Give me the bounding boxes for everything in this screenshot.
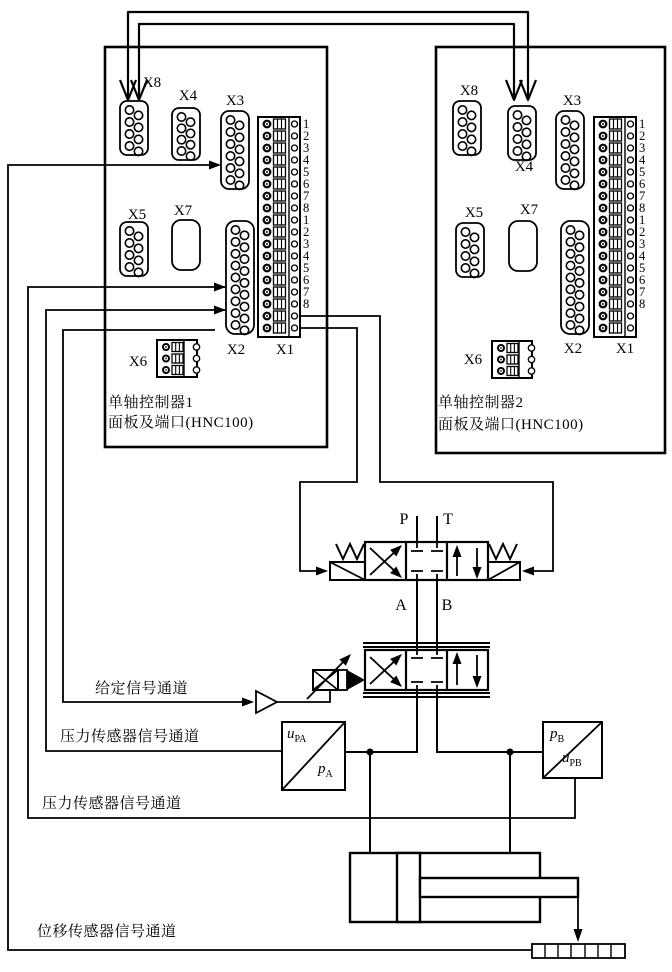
port-label-x1-left: X1 <box>275 342 295 358</box>
sensor-label-pb: $p_B$ <box>550 726 565 745</box>
terminal-number: 5 <box>639 164 646 179</box>
terminal-number: 6 <box>639 272 646 287</box>
terminal-number: 7 <box>639 188 646 203</box>
terminal-number: 3 <box>303 140 310 155</box>
port-label-x4-left: X4 <box>178 88 198 104</box>
terminal-number: 8 <box>639 296 646 311</box>
piston-rod <box>420 878 578 897</box>
terminal-number: 7 <box>639 284 646 299</box>
terminal-number: 1 <box>639 212 646 227</box>
controller1-connectors <box>120 101 300 377</box>
terminal-number: 2 <box>303 224 310 239</box>
pressure-a-channel-label: 压力传感器信号通道 <box>60 729 200 745</box>
terminal-number: 4 <box>639 248 646 263</box>
piston <box>397 853 420 922</box>
terminal-number: 7 <box>303 284 310 299</box>
port-label-x7-left: X7 <box>173 203 193 219</box>
solenoid-a-wire <box>300 328 357 571</box>
port-label-x5-left: X5 <box>127 207 147 223</box>
terminal-number: 1 <box>303 116 310 131</box>
terminal-number: 8 <box>303 296 310 311</box>
port-label-x8-left: X8 <box>142 75 162 91</box>
port-label-x8-right: X8 <box>459 83 479 99</box>
arrow-icon <box>242 698 254 707</box>
sensor-label-upa: $u_{PA}$ <box>287 726 307 745</box>
terminal-number: 5 <box>303 164 310 179</box>
spring-icon <box>489 544 517 559</box>
command-channel-wire <box>63 330 246 702</box>
directional-valve <box>330 516 520 581</box>
terminal-number: 6 <box>303 272 310 287</box>
terminal-number: 6 <box>639 176 646 191</box>
port-label-x2-right: X2 <box>563 341 583 357</box>
valve-port-b: B <box>441 597 453 614</box>
port-label-x3-left: X3 <box>225 93 245 109</box>
arrow-icon <box>214 306 226 315</box>
terminal-number: 4 <box>303 248 310 263</box>
terminal-number: 3 <box>303 236 310 251</box>
terminal-number: 3 <box>639 140 646 155</box>
port-label-x1-right: X1 <box>615 341 635 357</box>
port-label-x6-left: X6 <box>128 354 148 370</box>
valve-port-t: T <box>443 511 453 528</box>
terminal-number: 2 <box>303 128 310 143</box>
terminal-number: 5 <box>303 260 310 275</box>
port-label-x4-right: X4 <box>514 159 534 175</box>
port-label-x6-right: X6 <box>463 352 483 368</box>
proportional-valve <box>307 580 543 752</box>
solenoid-b-wire <box>300 316 553 571</box>
terminal-number: 4 <box>639 152 646 167</box>
terminal-number: 1 <box>639 116 646 131</box>
terminal-number: 2 <box>639 128 646 143</box>
connector-x7 <box>509 221 537 271</box>
terminal-number: 4 <box>303 152 310 167</box>
terminal-number: 1 <box>303 212 310 227</box>
arrow-icon <box>522 567 534 576</box>
sensor-label-pa: $p_A$ <box>318 761 333 780</box>
spring-icon <box>336 544 364 559</box>
terminal-number: 3 <box>639 236 646 251</box>
line-b <box>437 580 543 752</box>
connector-x7 <box>172 220 200 270</box>
arrow-icon <box>209 161 221 170</box>
controller2-caption-line1: 单轴控制器2 <box>438 395 524 411</box>
controller2-connectors <box>453 101 636 378</box>
valve-port-p: P <box>399 511 409 528</box>
hydraulic-cylinder <box>350 853 625 958</box>
pressure-b-channel-label: 压力传感器信号通道 <box>42 796 182 812</box>
terminal-number: 5 <box>639 260 646 275</box>
controller1-caption-line1: 单轴控制器1 <box>108 395 194 411</box>
amplifier-icon <box>256 691 277 713</box>
terminal-number: 2 <box>639 224 646 239</box>
controller2-caption-line2: 面板及端口(HNC100) <box>438 417 584 433</box>
arrow-icon <box>316 567 328 576</box>
valve-port-a: A <box>395 597 407 614</box>
terminal-number: 8 <box>303 200 310 215</box>
command-channel-label: 给定信号通道 <box>95 681 189 697</box>
port-label-x7-right: X7 <box>519 202 539 218</box>
terminal-number: 7 <box>303 188 310 203</box>
displacement-channel-label: 位移传感器信号通道 <box>37 924 177 940</box>
controller1-caption-line2: 面板及端口(HNC100) <box>108 415 254 431</box>
prop-triangle-icon <box>347 670 365 690</box>
arrow-icon <box>574 929 583 942</box>
port-label-x2-left: X2 <box>226 342 246 358</box>
sensor-label-upb: $u_{PB}$ <box>562 750 582 769</box>
arrow-icon <box>214 283 226 292</box>
port-label-x5-right: X5 <box>464 205 484 221</box>
displacement-scale <box>532 944 625 958</box>
terminal-number: 6 <box>303 176 310 191</box>
terminal-number: 8 <box>639 200 646 215</box>
port-label-x3-right: X3 <box>562 93 582 109</box>
